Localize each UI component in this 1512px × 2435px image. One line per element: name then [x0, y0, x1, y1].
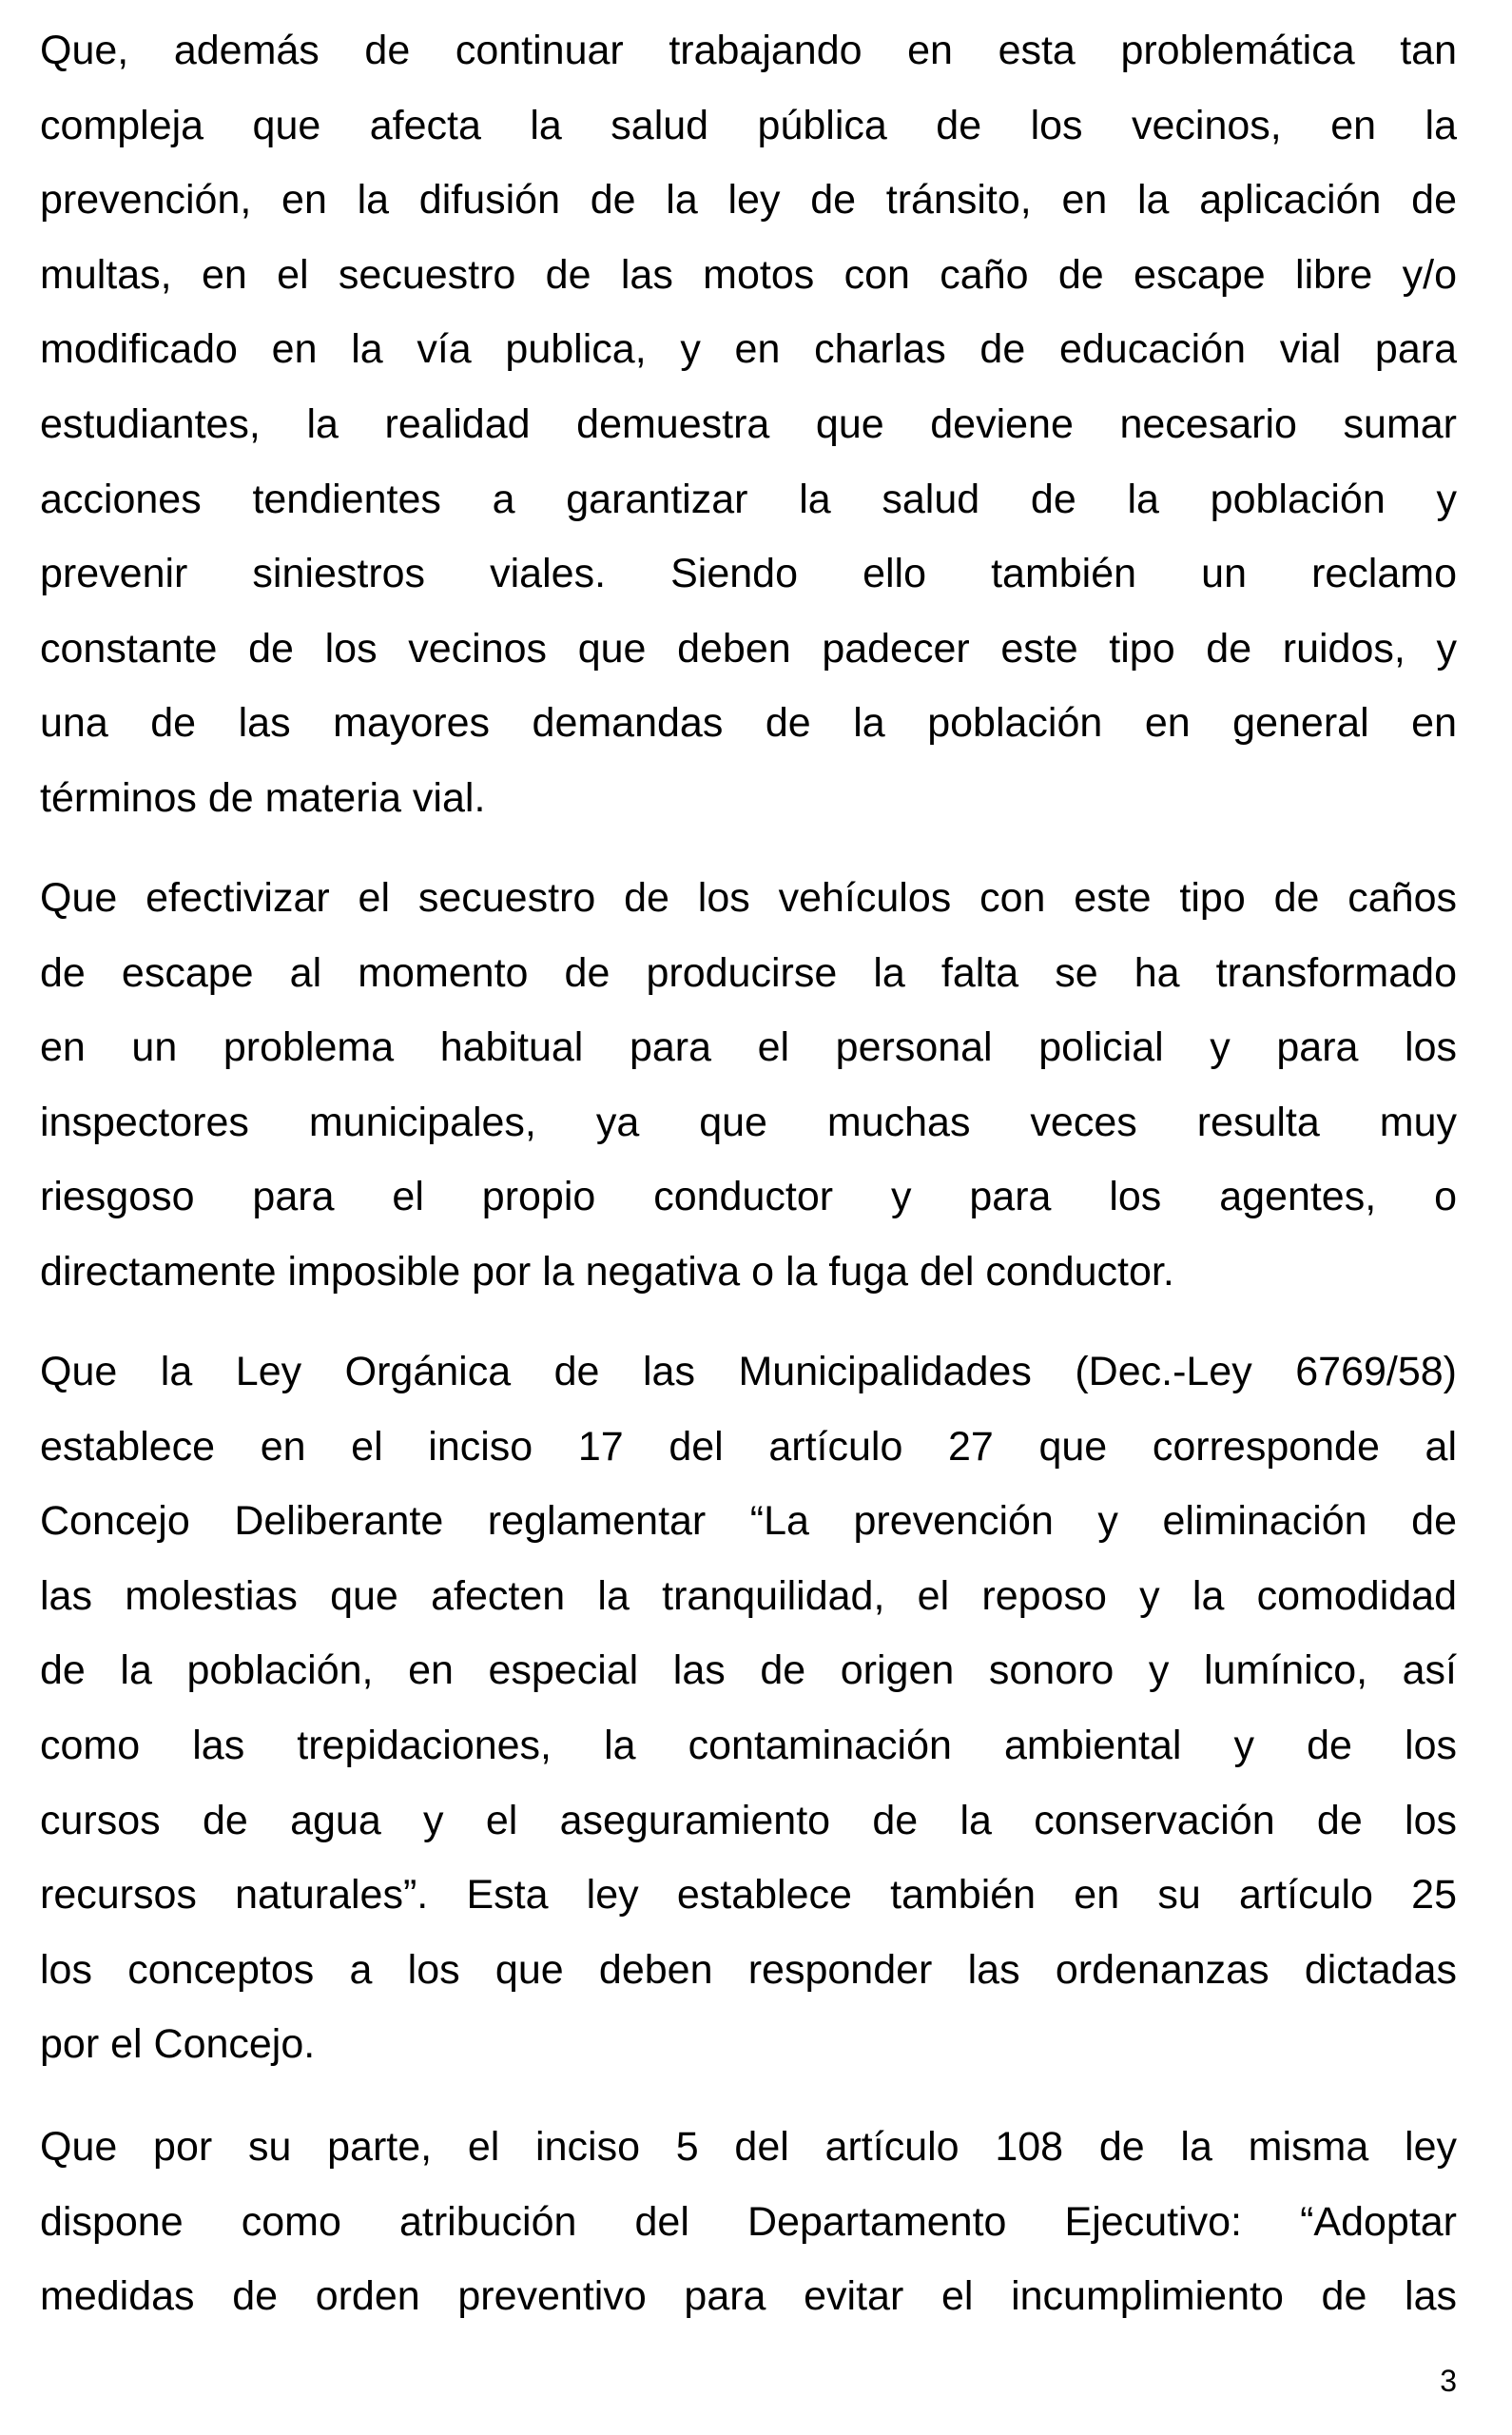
paragraph-4	[40, 2110, 1457, 2334]
paragraph-line: las molestias que afecten la tranquilidad, el reposo y la comodidad	[40, 1572, 1457, 1619]
paragraph-line: estudiantes, la realidad demuestra que deviene necesario sumar	[40, 400, 1457, 447]
paragraph-line: por el Concejo.	[40, 2021, 316, 2068]
paragraph-line: directamente imposible por la negativa o la fuga del conductor.	[40, 1248, 1174, 1295]
paragraph-line: multas, en el secuestro de las motos con caño de escape libre y/o	[40, 251, 1457, 298]
paragraph-line: Que por su parte, el inciso 5 del artículo 108 de la misma ley	[40, 2124, 1457, 2170]
paragraph-line: prevención, en la difusión de la ley de tránsito, en la aplicación de	[40, 177, 1457, 224]
paragraph-3	[40, 1334, 1457, 2082]
paragraph-line: cursos de agua y el aseguramiento de la conservación de los	[40, 1797, 1457, 1843]
paragraph-line: recursos naturales”. Esta ley establece también en su artículo 25	[40, 1872, 1457, 1919]
paragraph-line: los conceptos a los que deben responder las ordenanzas dictadas	[40, 1946, 1457, 1993]
paragraph-2	[40, 861, 1457, 1310]
paragraph-line: establece en el inciso 17 del artículo 27 que corresponde al	[40, 1423, 1457, 1470]
paragraph-1	[40, 13, 1457, 836]
paragraph-line: modificado en la vía publica, y en charlas de educación vial para	[40, 326, 1457, 373]
paragraph-line: Concejo Deliberante reglamentar “La prevención y eliminación de	[40, 1498, 1457, 1545]
paragraph-line: Que efectivizar el secuestro de los vehículos con este tipo de caños	[40, 875, 1457, 921]
paragraph-line: riesgoso para el propio conductor y para los agentes, o	[40, 1174, 1457, 1220]
paragraph-line: compleja que afecta la salud pública de los vecinos, en la	[40, 102, 1457, 148]
paragraph-line: inspectores municipales, ya que muchas veces resulta muy	[40, 1099, 1457, 1145]
paragraph-line: dispone como atribución del Departamento Ejecutivo: “Adoptar	[40, 2198, 1457, 2245]
paragraph-line: una de las mayores demandas de la población en general en	[40, 700, 1457, 747]
paragraph-line: términos de materia vial.	[40, 774, 486, 821]
paragraph-line: Que, además de continuar trabajando en esta problemática tan	[40, 28, 1457, 73]
paragraph-line: acciones tendientes a garantizar la salud de la población y	[40, 476, 1457, 522]
paragraph-line: medidas de orden preventivo para evitar el incumplimiento de las	[40, 2273, 1457, 2320]
paragraph-line: de la población, en especial las de origen sonoro y lumínico, así	[40, 1647, 1457, 1694]
paragraph-line: Que la Ley Orgánica de las Municipalidades (Dec.-Ley 6769/58)	[40, 1349, 1457, 1394]
paragraph-line: constante de los vecinos que deben padecer este tipo de ruidos, y	[40, 625, 1457, 672]
paragraph-line: de escape al momento de producirse la falta se ha transformado	[40, 949, 1457, 996]
page-number: 3	[1440, 2364, 1457, 2398]
paragraph-line: como las trepidaciones, la contaminación ambiental y de los	[40, 1722, 1457, 1768]
paragraph-line: prevenir siniestros viales. Siendo ello también un reclamo	[40, 551, 1457, 597]
paragraph-line: en un problema habitual para el personal policial y para los	[40, 1024, 1457, 1071]
